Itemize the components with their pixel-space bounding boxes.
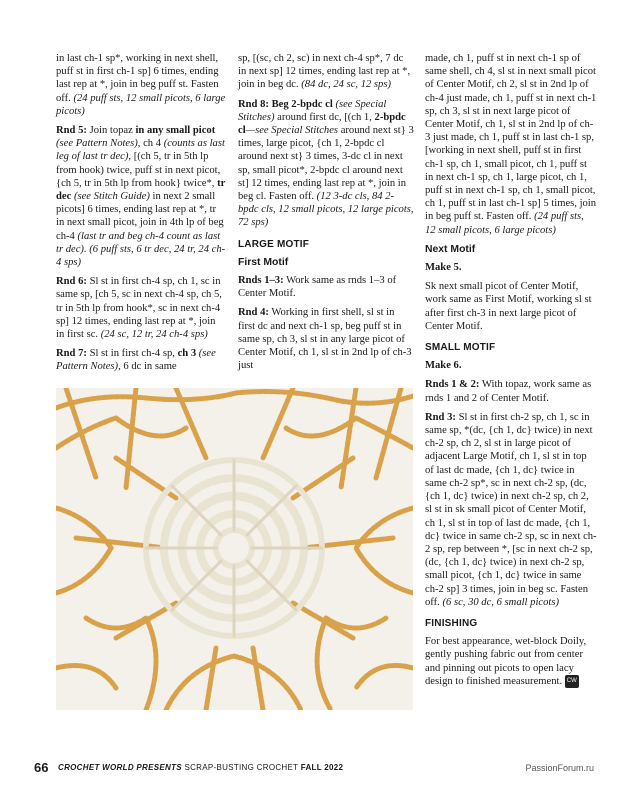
make-5: Make 5. xyxy=(425,262,462,274)
small-motif-heading: SMALL MOTIF xyxy=(425,342,496,354)
col3-paragraph-1: made, ch 1, puff st in next ch-1 sp of same shell, ch 4, sl st in next small picot of Center Motif, ch 2, sl st in 2nd lp of ch-4 just made, ch 1, puff st in next ch-1 sp, ch 3, sl st in next large picot of Center Motif, ch 1, sl st in 2nd lp of ch-3 just made, ch 1, puff st in last ch-1 sp, [working in next shell, puff st in first ch-1 sp, ch 1, small picot, ch 1, puff st in next ch-1 sp, ch 1, large picot, ch 1, puff st in next ch-1 sp, ch 1, small picot, ch 1, puff st in last ch-1 sp] 5 times, join in beg puff st. Fasten off. (24 puff sts, 12 small picots, 6 large picots) xyxy=(425,53,597,236)
page-number: 66 xyxy=(34,760,49,775)
next-motif-paragraph: Sk next small picot of Center Motif, work same as First Motif, working sl st after first ch-3 in next large picot of Center Motif. xyxy=(425,281,592,332)
large-motif-heading: LARGE MOTIF xyxy=(238,238,310,250)
small-rnds12-paragraph: Rnds 1 & 2: With topaz, work same as rnds 1 and 2 of Center Motif. xyxy=(425,379,592,404)
doily-center-hole xyxy=(225,539,243,557)
doily-illustration xyxy=(56,388,413,710)
column-3 xyxy=(425,52,597,694)
column-2 xyxy=(238,52,414,378)
finishing-paragraph: For best appearance, wet-block Doily, gently pushing fabric out from center and pinning out picots to open lacy design to finished measurement. CW xyxy=(425,636,587,687)
first-motif-subheading: First Motif xyxy=(238,256,289,268)
large-rnds13-paragraph: Rnds 1–3: Work same as rnds 1–3 of Center Motif. xyxy=(238,275,397,300)
end-mark-icon: CW xyxy=(565,675,579,688)
rnd7-paragraph: Rnd 7: Sl st in first ch-4 sp, ch 3 (see Pattern Notes), 6 dc in same xyxy=(56,348,216,373)
finishing-heading: FINISHING xyxy=(425,617,478,629)
rnd8-paragraph: Rnd 8: Beg 2-bpdc cl (see Special Stitches) around first dc, [(ch 1, 2-bpdc cl—see Special Stitches around next st} 3 times, large picot, {ch 1, 2-bpdc cl around next st} 3 times, 3-dc cl in next sp, small picot*, 2-bpdc cl around next st] 12 times, ending last rep at *, join in beg cl. Fasten off. (12 3-dc cls, 84 2-bpdc cls, 12 small picots, 12 large picots, 72 sps) xyxy=(238,98,414,229)
rnd5-paragraph: Rnd 5: Join topaz in any small picot (see Pattern Notes), ch 4 (counts as last leg of last tr dec), [(ch 5, tr in 5th lp from hook) twice, puff st in next picot, {ch 5, tr in 5th lp from hook} twice*, tr dec (see Stitch Guide) in next 2 small picots] 6 times, ending last rep at *, tr in next small picot, join in 4th lp of beg ch-4 (last tr and beg ch-4 count as last tr dec). (6 puff sts, 6 tr dec, 24 tr, 24 ch-4 sps) xyxy=(56,125,226,269)
col1-paragraph-1: in last ch-1 sp*, working in next shell, puff st in first ch-1 sp] 6 times, ending last rep at *, join in beg puff st. Fasten off. (24 puff sts, 12 small picots, 6 large picots) xyxy=(56,53,226,117)
col2-paragraph-1: sp, [(sc, ch 2, sc) in next ch-4 sp*, 7 dc in next sp] 12 times, ending last rep at *, join in beg dc. (84 dc, 24 sc, 12 sps) xyxy=(238,53,411,91)
rnd6-paragraph: Rnd 6: Sl st in first ch-4 sp, ch 1, sc in same sp, [ch 5, sc in next ch-4 sp, ch 5, tr in 5th lp from hook*, sc in next ch-4 sp] 12 times, ending last rep at *, join in first sc. (24 sc, 12 tr, 24 ch-4 sps) xyxy=(56,276,222,341)
column-1 xyxy=(56,52,226,380)
large-rnd4-paragraph: Rnd 4: Working in first shell, sl st in first dc and next ch-1 sp, beg puff st in same sp, ch 3, sl st in any large picot of Center Motif, ch 1, sl st in 2nd lp of ch-3 just xyxy=(238,307,412,372)
doily-photo xyxy=(56,388,413,710)
watermark: PassionForum.ru xyxy=(525,763,594,773)
next-motif-subheading: Next Motif xyxy=(425,243,476,255)
make-6: Make 6. xyxy=(425,360,462,372)
small-rnd3-paragraph: Rnd 3: Sl st in first ch-2 sp, ch 1, sc in same sp, *(dc, {ch 1, dc} twice) in next ch-2 sp, ch 2, sl st in large picot of adjacent Large Motif, ch 1, sl st in top of last dc made, {ch 1, dc} twice in same ch-2 sp*, sc in next ch-2 sp, (dc, {ch 1, dc} twice) in next ch-2 sp, ch 2, sl st in sk small picot of Center Motif, ch 1, sl st in top of last dc made, {ch 1, dc} twice in same ch-2 sp, sc in next ch-2 sp, rep between *, [sc in next ch-2 sp, (dc, {ch 1, dc} twice) in next ch-2 sp, small picot, {ch 1, dc} twice in same ch-2 sp] 3 times, join in beg sc. Fasten off. (6 sc, 30 dc, 6 small picots) xyxy=(425,411,597,608)
page-footer xyxy=(34,760,594,778)
magazine-title: CROCHET WORLD PRESENTS SCRAP-BUSTING CROCHET FALL 2022 xyxy=(58,763,344,772)
